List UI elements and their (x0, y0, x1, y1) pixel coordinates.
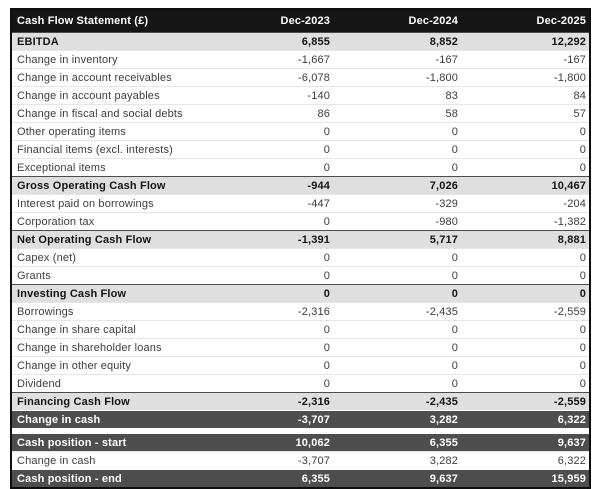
table-row (12, 140, 589, 158)
row-value-dec-2025: -2,559 (553, 395, 586, 408)
row-label: Grants (17, 269, 51, 282)
row-label: Dividend (17, 377, 62, 390)
row-label: Other operating items (17, 125, 126, 138)
row-value-dec-2024: 0 (451, 161, 458, 174)
row-value-dec-2023: 0 (323, 269, 330, 282)
row-value-dec-2025: 8,881 (557, 233, 586, 246)
row-value-dec-2023: 0 (323, 377, 330, 390)
row-value-dec-2024: 0 (451, 377, 458, 390)
row-value-dec-2024: -329 (435, 197, 458, 210)
row-value-dec-2024: 83 (445, 89, 458, 102)
row-value-dec-2025: 0 (579, 323, 586, 336)
table-row (12, 374, 589, 392)
row-value-dec-2023: 0 (323, 215, 330, 228)
row-label: Financing Cash Flow (17, 395, 130, 408)
row-value-dec-2023: 6,355 (301, 472, 330, 485)
table-row (12, 104, 589, 122)
row-value-dec-2025: 0 (579, 359, 586, 372)
row-label: Net Operating Cash Flow (17, 233, 152, 246)
row-value-dec-2024: 9,637 (429, 472, 458, 485)
table-row (12, 68, 589, 86)
row-value-dec-2024: 7,026 (429, 179, 458, 192)
row-value-dec-2025: 0 (579, 341, 586, 354)
row-value-dec-2025: 6,322 (557, 454, 586, 467)
row-value-dec-2023: 0 (323, 125, 330, 138)
row-value-dec-2025: 0 (579, 125, 586, 138)
row-label: Cash position - end (17, 472, 122, 485)
row-label: Change in other equity (17, 359, 131, 372)
row-value-dec-2025: -2,559 (553, 305, 586, 318)
row-value-dec-2025: 15,959 (551, 472, 586, 485)
table-row (12, 284, 589, 302)
row-value-dec-2025: -204 (563, 197, 586, 210)
table-row (12, 410, 589, 428)
row-value-dec-2023: -1,391 (297, 233, 330, 246)
row-value-dec-2025: -1,382 (553, 215, 586, 228)
row-value-dec-2024: 8,852 (429, 35, 458, 48)
row-value-dec-2024: 3,282 (429, 413, 458, 426)
row-value-dec-2024: 0 (451, 125, 458, 138)
row-label: Financial items (excl. interests) (17, 143, 173, 156)
row-value-dec-2023: -2,316 (297, 395, 330, 408)
row-value-dec-2024: 0 (451, 359, 458, 372)
row-value-dec-2023: 0 (323, 143, 330, 156)
row-value-dec-2025: -1,800 (553, 71, 586, 84)
table-row (12, 86, 589, 104)
table-row (12, 338, 589, 356)
table-header-row (12, 10, 589, 32)
row-label: Capex (net) (17, 251, 77, 264)
row-value-dec-2024: 0 (451, 251, 458, 264)
row-value-dec-2024: 6,355 (429, 436, 458, 449)
row-value-dec-2023: 0 (323, 359, 330, 372)
row-label: Change in cash (17, 454, 96, 467)
row-label: Investing Cash Flow (17, 287, 127, 300)
table-row (12, 451, 589, 469)
row-value-dec-2023: -140 (307, 89, 330, 102)
table-row (12, 248, 589, 266)
row-value-dec-2024: -2,435 (425, 395, 458, 408)
row-value-dec-2025: 0 (579, 251, 586, 264)
row-value-dec-2025: 0 (579, 161, 586, 174)
cash-flow-table-body (12, 32, 589, 487)
row-value-dec-2024: 0 (451, 287, 458, 300)
row-value-dec-2023: 6,855 (301, 35, 330, 48)
row-value-dec-2023: 0 (323, 287, 330, 300)
column-header-dec-2024: Dec-2024 (408, 15, 458, 27)
row-label: Corporation tax (17, 215, 95, 228)
row-value-dec-2024: -980 (435, 215, 458, 228)
row-value-dec-2023: 0 (323, 323, 330, 336)
table-row (12, 320, 589, 338)
row-value-dec-2024: 5,717 (429, 233, 458, 246)
row-value-dec-2023: -3,707 (297, 454, 330, 467)
row-value-dec-2023: 0 (323, 251, 330, 264)
table-row (12, 32, 589, 50)
row-value-dec-2023: 86 (317, 107, 330, 120)
row-value-dec-2025: 9,637 (557, 436, 586, 449)
table-title: Cash Flow Statement (£) (17, 15, 149, 27)
table-row (12, 356, 589, 374)
table-row (12, 392, 589, 410)
row-value-dec-2023: -447 (307, 197, 330, 210)
row-value-dec-2024: 0 (451, 143, 458, 156)
table-row (12, 266, 589, 284)
row-value-dec-2024: 58 (445, 107, 458, 120)
column-header-dec-2023: Dec-2023 (280, 15, 330, 27)
table-row (12, 194, 589, 212)
table-row (12, 158, 589, 176)
table-row (12, 212, 589, 230)
row-value-dec-2024: -167 (435, 53, 458, 66)
row-value-dec-2024: 0 (451, 269, 458, 282)
row-value-dec-2025: -167 (563, 53, 586, 66)
row-value-dec-2024: 3,282 (429, 454, 458, 467)
row-value-dec-2023: -6,078 (297, 71, 330, 84)
row-value-dec-2024: -1,800 (425, 71, 458, 84)
row-value-dec-2023: -3,707 (297, 413, 330, 426)
table-row (12, 122, 589, 140)
row-value-dec-2024: -2,435 (425, 305, 458, 318)
row-label: Borrowings (17, 305, 74, 318)
table-row (12, 469, 589, 487)
row-label: Change in fiscal and social debts (17, 107, 183, 120)
table-row (12, 176, 589, 194)
table-row (12, 230, 589, 248)
row-value-dec-2025: 0 (579, 377, 586, 390)
row-value-dec-2025: 6,322 (557, 413, 586, 426)
row-value-dec-2025: 12,292 (551, 35, 586, 48)
row-label: Change in account payables (17, 89, 160, 102)
row-value-dec-2023: 0 (323, 341, 330, 354)
row-label: Change in account receivables (17, 71, 172, 84)
row-value-dec-2024: 0 (451, 323, 458, 336)
row-value-dec-2024: 0 (451, 341, 458, 354)
row-value-dec-2023: -944 (307, 179, 330, 192)
row-label: Change in share capital (17, 323, 137, 336)
row-label: Gross Operating Cash Flow (17, 179, 166, 192)
row-value-dec-2023: -2,316 (297, 305, 330, 318)
column-header-dec-2025: Dec-2025 (536, 15, 586, 27)
row-value-dec-2025: 84 (573, 89, 586, 102)
table-row (12, 302, 589, 320)
row-label: Change in inventory (17, 53, 118, 66)
row-value-dec-2025: 57 (573, 107, 586, 120)
row-value-dec-2025: 10,467 (551, 179, 586, 192)
row-label: Change in shareholder loans (17, 341, 162, 354)
row-value-dec-2025: 0 (579, 143, 586, 156)
table-row (12, 50, 589, 68)
cash-flow-statement-table (10, 8, 591, 489)
row-value-dec-2025: 0 (579, 269, 586, 282)
row-value-dec-2023: 10,062 (295, 436, 330, 449)
row-value-dec-2025: 0 (579, 287, 586, 300)
row-label: Cash position - start (17, 436, 127, 449)
row-label: Interest paid on borrowings (17, 197, 154, 210)
table-row (12, 433, 589, 451)
row-label: EBITDA (17, 35, 59, 48)
row-value-dec-2023: 0 (323, 161, 330, 174)
row-value-dec-2023: -1,667 (297, 53, 330, 66)
row-label: Exceptional items (17, 161, 106, 174)
row-label: Change in cash (17, 413, 101, 426)
